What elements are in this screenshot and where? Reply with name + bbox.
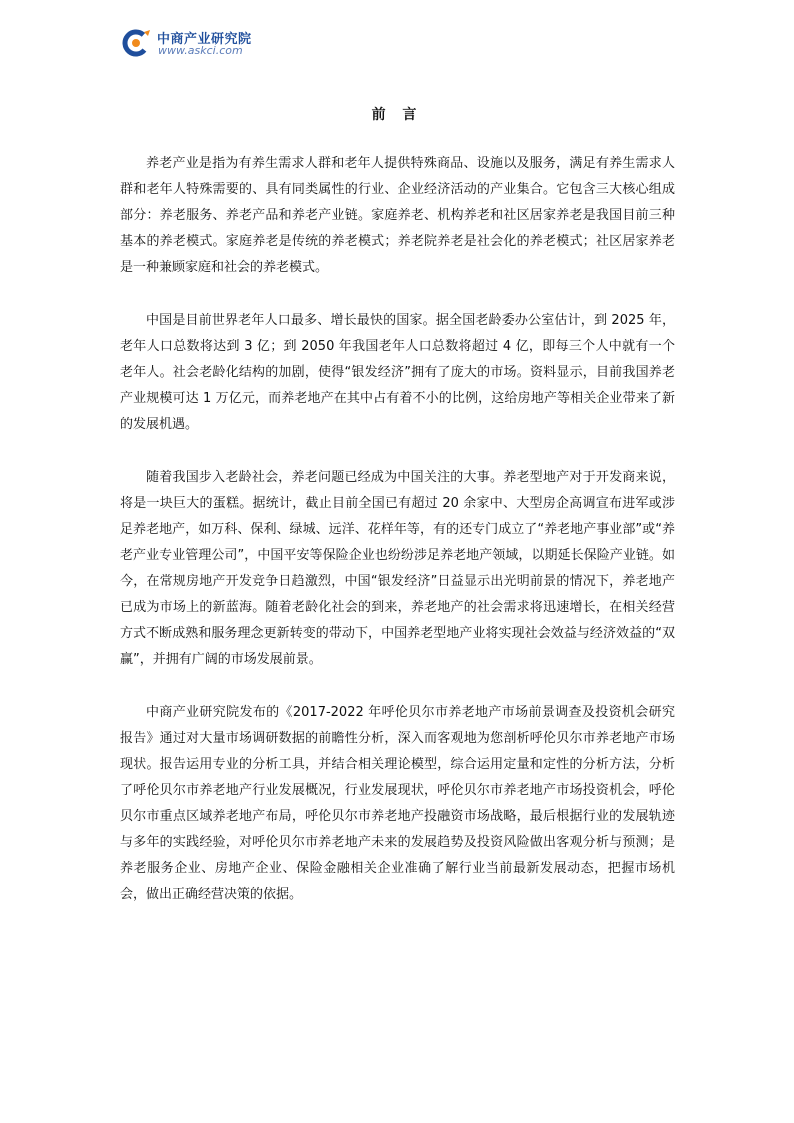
logo-url: www.askci.com <box>158 44 243 57</box>
paragraph: 中国是目前世界老年人口最多、增长最快的国家。据全国老龄委办公室估计，到 2025 年，老年人口总数将达到 3 亿；到 2050 年我国老年人口总数将超过 4 亿，即每三个人中就有一个老年人。社会老龄化结构的加剧，使得“银发经济”拥有了庞大的市场。资料显示，目前我国养老产业规模可达 1 万亿元，而养老地产在其中占有着不小的比例，这给房地产等相关企业带来了新的发展机遇。 <box>120 313 675 432</box>
header-logo <box>122 26 282 58</box>
paragraph: 随着我国步入老龄社会，养老问题已经成为中国关注的大事。养老型地产对于开发商来说，将是一块巨大的蛋糕。据统计，截止目前全国已有超过 20 余家中、大型房企高调宣布进军或涉足养老地产，如万科、保利、绿城、远洋、花样年等，有的还专门成立了“养老地产事业部”或“养老产业专业管理公司”，中国平安等保险企业也纷纷涉足养老地产领域，以期延长保险产业链。如今，在常规房地产开发竞争日趋激烈，中国“银发经济”日益显示出光明前景的情况下，养老地产已成为市场上的新蓝海。随着老龄化社会的到来，养老地产的社会需求将迅速增长，在相关经营方式不断成熟和服务理念更新转变的带动下，中国养老型地产业将实现社会效益与经济效益的“双赢”，并拥有广阔的市场发展前景。 <box>120 470 675 667</box>
askci-logo-icon <box>122 26 154 58</box>
paragraph: 中商产业研究院发布的《2017-2022 年呼伦贝尔市养老地产市场前景调查及投资机会研究报告》通过对大量市场调研数据的前瞻性分析，深入而客观地为您剖析呼伦贝尔市养老地产市场现状。报告运用专业的分析工具，并结合相关理论模型，综合运用定量和定性的分析方法，分析了呼伦贝尔市养老地产行业发展概况，行业发展现状，呼伦贝尔市养老地产市场投资机会，呼伦贝尔市重点区域养老地产布局，呼伦贝尔市养老地产投融资市场战略，最后根据行业的发展轨迹与多年的实践经验，对呼伦贝尔市养老地产未来的发展趋势及投资风险做出客观分析与预测；是养老服务企业、房地产企业、保险金融相关企业准确了解行业当前最新发展动态，把握市场机会，做出正确经营决策的依据。 <box>120 705 675 902</box>
logo-name: 中商产业研究院 <box>157 32 252 47</box>
paragraph: 养老产业是指为有养生需求人群和老年人提供特殊商品、设施以及服务，满足有养生需求人群和老年人特殊需要的、具有同类属性的行业、企业经济活动的产业集合。它包含三大核心组成部分：养老服务、养老产品和养老产业链。家庭养老、机构养老和社区居家养老是我国目前三种基本的养老模式。家庭养老是传统的养老模式；养老院养老是社会化的养老模式；社区居家养老是一种兼顾家庭和社会的养老模式。 <box>120 156 675 275</box>
document-body <box>120 151 675 935</box>
page-title: 前 言 <box>371 107 423 123</box>
